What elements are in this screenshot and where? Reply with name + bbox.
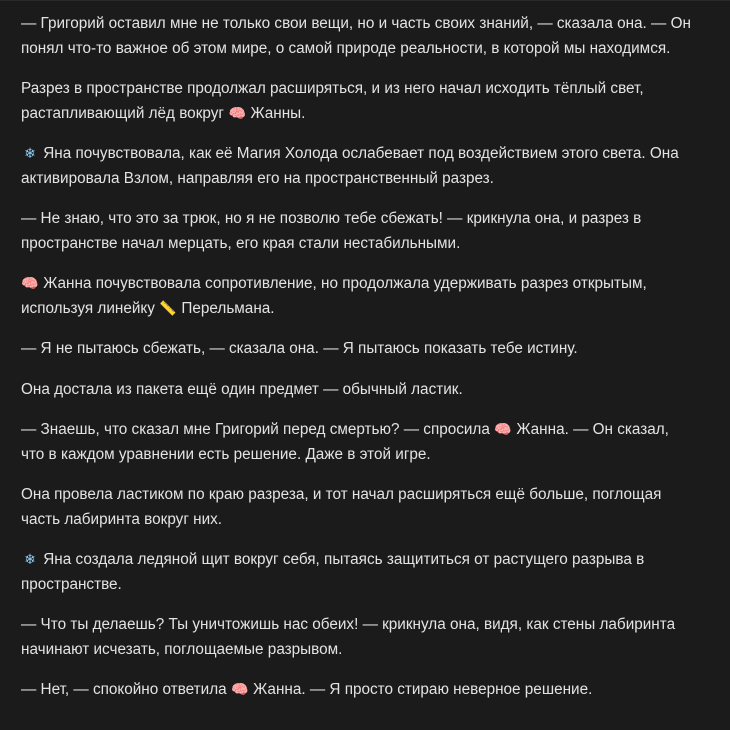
ruler-icon: 📏 [159,300,177,317]
top-edge [0,0,730,13]
paragraph [21,272,696,321]
snowflake-icon: ❄ [24,552,36,568]
brain-icon: 🧠 [231,682,249,698]
paragraph [21,418,696,467]
paragraph-text: Жанны. [250,104,306,122]
paragraph: Она провела ластиком по краю разреза, и тот начал расширяться ещё больше, поглощая часть лабиринта вокруг них. [21,486,662,528]
paragraph-text: Перельмана. [181,299,275,317]
paragraph-text: Жанна почувствовала сопротивление, но продолжала удерживать разрез открытым, используя линейку [21,275,647,317]
snowflake-icon: ❄ [24,146,36,162]
paragraph-text: — Нет, — спокойно ответила [21,681,231,698]
paragraph [21,77,696,126]
paragraph [21,548,696,597]
paragraph-text: Жанна. — Он сказал, что в каждом уравнении есть решение. Даже в этой игре. [21,421,669,463]
paragraph-text: Разрез в пространстве продолжал расширяться, и из него начал исходить тёплый свет, растапливающий лёд вокруг [21,80,644,122]
brain-icon: 🧠 [228,105,246,122]
paragraph: — Я не пытаюсь сбежать, — сказала она. — Я пытаюсь показать тебе истину. [21,340,578,357]
paragraph: — Что ты делаешь? Ты уничтожишь нас обеих! — крикнула она, видя, как стены лабиринта начинают исчезать, поглощаемые разрывом. [21,616,676,658]
paragraph-text: Жанна. — Я просто стираю неверное решение. [253,681,593,698]
paragraph-text: — Знаешь, что сказал мне Григорий перед смертью? — спросила [21,421,495,438]
paragraph-text: Яна создала ледяной щит вокруг себя, пытаясь защититься от растущего разрыва в пространстве. [21,551,645,593]
paragraph-text: Яна почувствовала, как её Магия Холода ослабевает под воздействием этого света. Она активировала Взлом, направляя его на пространственный разрез. [21,145,679,187]
brain-icon: 🧠 [494,422,512,438]
paragraph: Она достала из пакета ещё один предмет — обычный ластик. [21,380,463,398]
brain-icon: 🧠 [21,276,39,292]
paragraph: — Не знаю, что это за трюк, но я не позволю тебе сбежать! — крикнула она, и разрез в пространстве начал мерцать, его края стали нестабильными. [21,210,642,252]
paragraph [21,678,696,703]
paragraph [21,142,696,191]
paragraph: — Григорий оставил мне не только свои вещи, но и часть своих знаний, — сказала она. — Он понял что-то важное об этом мире, о самой природе реальности, в которой мы находимся. [21,15,691,57]
